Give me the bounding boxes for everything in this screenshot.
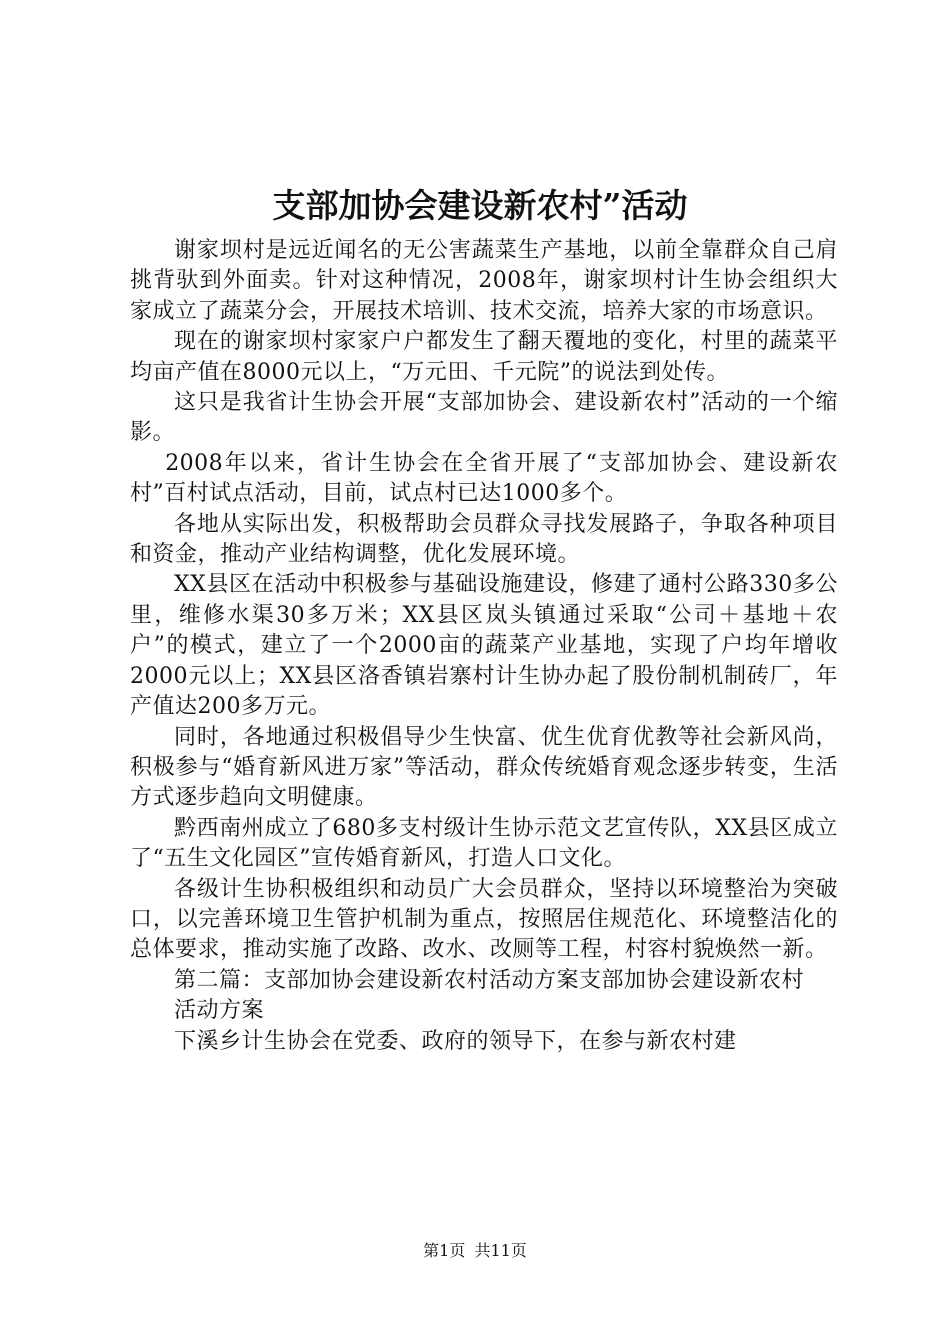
document-title: 支部加协会建设新农村”活动 xyxy=(272,186,688,225)
page-total: 共11页 xyxy=(474,1241,527,1260)
paragraph: 各级计生协积极组织和动员广大会员群众，坚持以环境整治为突破口，以完善环境卫生管护机制为重点，按照居住规范化、环境整洁化的总体要求，推动实施了改路、改水、改厕等工程，村容村貌焕然一新。 xyxy=(130,876,838,963)
paragraph: XX县区在活动中积极参与基础设施建设，修建了通村公路330多公里，维修水渠30多万米；XX县区岚头镇通过采取“公司＋基地＋农户”的模式，建立了一个2000亩的蔬菜产业基地，实现了户均年增收2000元以上；XX县区洛香镇岩寨村计生协办起了股份制机制砖厂，年产值达200多万元。 xyxy=(130,572,838,720)
paragraph: 现在的谢家坝村家家户户都发生了翻天覆地的变化，村里的蔬菜平均亩产值在8000元以上，“万元田、千元院”的说法到处传。 xyxy=(130,329,838,385)
paragraph: 下溪乡计生协会在党委、政府的领导下，在参与新农村建 xyxy=(174,1028,737,1054)
paragraph: 谢家坝村是远近闻名的无公害蔬菜生产基地，以前全靠群众自己肩挑背驮到外面卖。针对这种情况，2008年，谢家坝村计生协会组织大家成立了蔬菜分会，开展技术培训、技术交流，培养大家的市场意识。 xyxy=(130,238,838,324)
page-number: 第1页 xyxy=(423,1241,466,1260)
paragraph: 活动方案 xyxy=(174,998,265,1024)
paragraph: 2008年以来，省计生协会在全省开展了“支部加协会、建设新农村”百村试点活动，目前，试点村已达1000多个。 xyxy=(130,450,838,507)
page-footer xyxy=(0,1240,950,1262)
paragraph: 各地从实际出发，积极帮助会员群众寻找发展路子，争取各种项目和资金，推动产业结构调整，优化发展环境。 xyxy=(130,511,838,568)
paragraph: 同时，各地通过积极倡导少生快富、优生优育优教等社会新风尚，积极参与“婚育新风进万家”等活动，群众传统婚育观念逐步转变，生活方式逐步趋向文明健康。 xyxy=(130,724,838,811)
paragraph: 第二篇：支部加协会建设新农村活动方案支部加协会建设新农村 xyxy=(174,967,805,993)
paragraph: 这只是我省计生协会开展“支部加协会、建设新农村”活动的一个缩影。 xyxy=(130,390,838,446)
paragraph: 黔西南州成立了680多支村级计生协示范文艺宣传队，XX县区成立了“五生文化园区”宣传婚育新风，打造人口文化。 xyxy=(130,815,838,872)
document-body xyxy=(130,236,838,1057)
